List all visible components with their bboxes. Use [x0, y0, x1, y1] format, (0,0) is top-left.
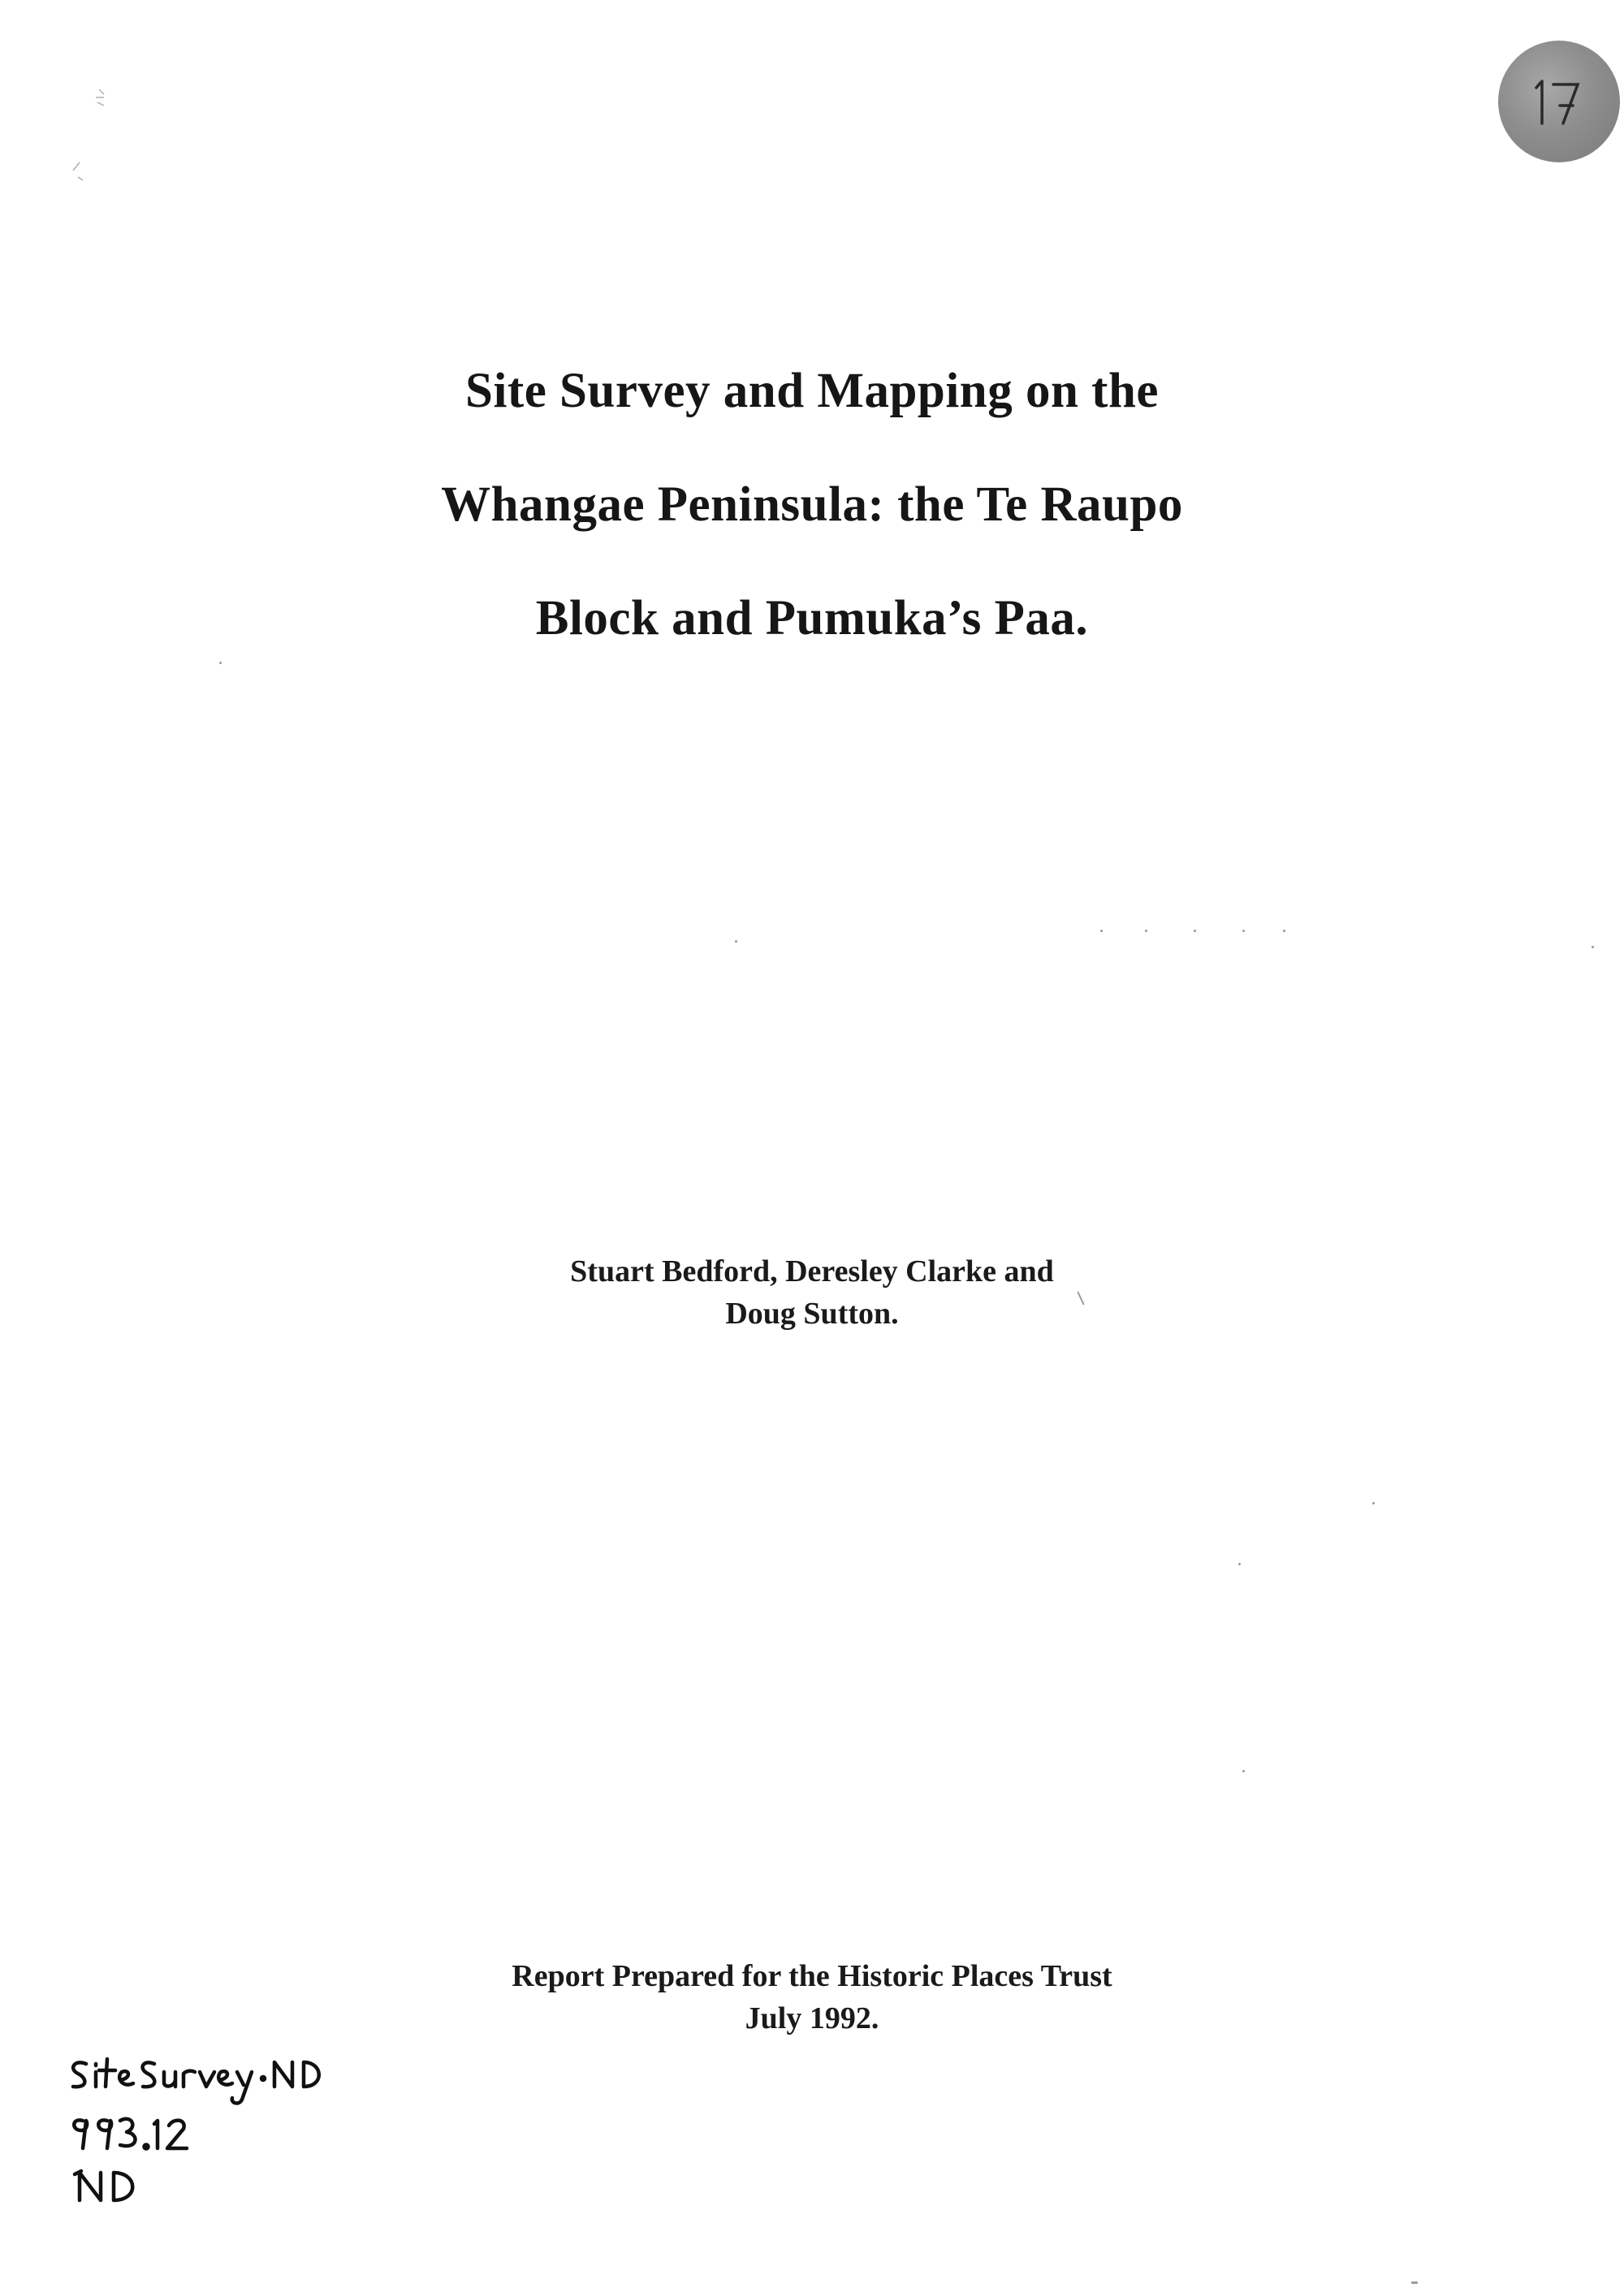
scan-speck: [735, 940, 737, 943]
report-info: [365, 1955, 1259, 2039]
scan-marks: [57, 81, 130, 211]
document-title: [325, 335, 1299, 676]
scan-speck: [1242, 1770, 1245, 1772]
scan-speck: [1283, 930, 1285, 932]
authors-line-1: Stuart Bedford, Deresley Clarke and: [570, 1254, 1054, 1288]
archive-stamp: [1498, 41, 1620, 162]
scan-speck: [1238, 1563, 1241, 1565]
stamp-number-17: [1531, 73, 1587, 130]
scan-speck: [1372, 1502, 1375, 1504]
scan-speck: [1592, 946, 1594, 948]
authors: [406, 1250, 1218, 1335]
handwritten-call-number: [63, 2046, 404, 2208]
scan-speck: [1145, 930, 1147, 932]
title-line-2: Whangae Peninsula: the Te Raupo: [441, 477, 1183, 532]
scan-speck: [1242, 930, 1245, 932]
report-line-1: Report Prepared for the Historic Places Trust: [512, 1959, 1112, 1993]
scan-speck: [1411, 2281, 1418, 2284]
report-date: July 1992.: [745, 2001, 879, 2035]
scan-speck: [219, 662, 222, 664]
scan-speck: [1100, 930, 1103, 932]
authors-line-2: Doug Sutton.: [725, 1297, 899, 1331]
scan-speck: [1194, 930, 1196, 932]
title-line-1: Site Survey and Mapping on the: [465, 364, 1159, 418]
title-line-3: Block and Pumuka’s Paa.: [535, 591, 1089, 645]
